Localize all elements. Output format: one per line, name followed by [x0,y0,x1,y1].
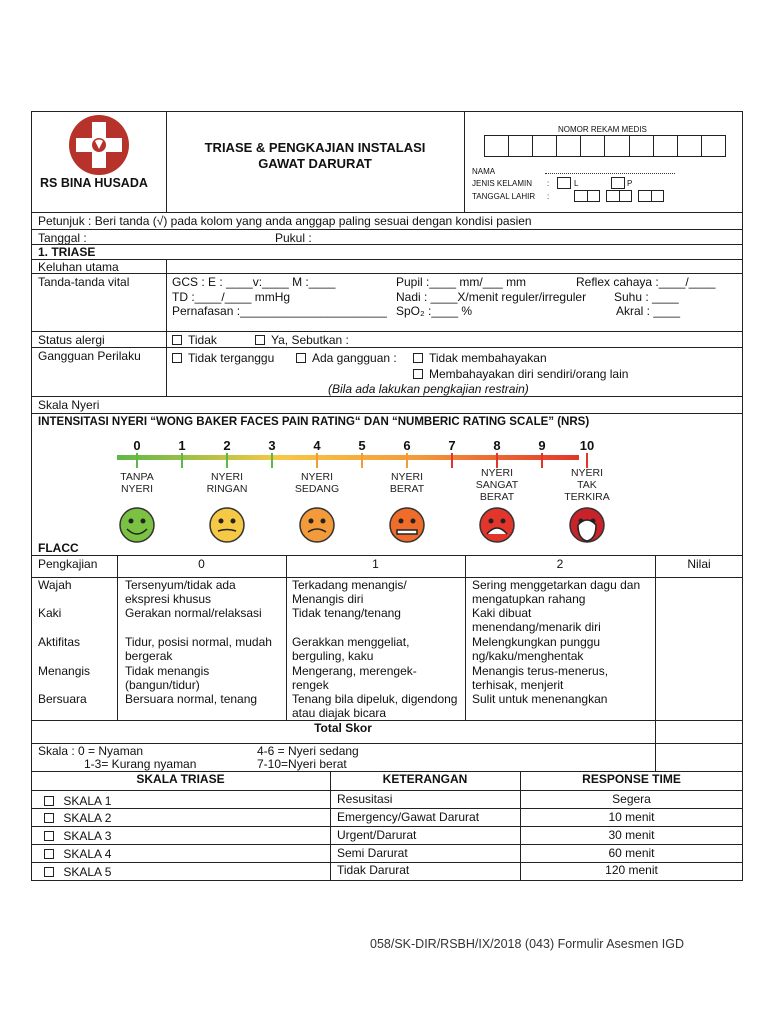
flacc-cell: Menangis terus-menerus, terhisak, menjerit [472,664,609,692]
rule [31,555,743,556]
nrs-face [476,467,519,542]
triase-ket-5: Tidak Darurat [337,863,410,877]
nrs-number: 8 [493,438,501,453]
skala-legend-2: 1-3= Kurang nyaman [84,757,197,771]
keluhan-label: Keluhan utama [38,260,119,274]
triase-skala-2[interactable] [44,811,111,825]
flacc-cell: Tidak tenang/tenang [292,606,401,620]
form-title-line1: TRIASE & PENGKAJIAN INSTALASI [204,140,426,155]
flacc-header-pengkajian: Pengkajian [38,557,98,571]
nrs-face-label: RINGAN [206,483,248,495]
alergi-label: Status alergi [38,333,105,347]
nrs-face [207,471,248,542]
triase-ket-3: Urgent/Darurat [337,828,417,842]
perilaku-opt-ada[interactable] [296,351,397,365]
triase-skala-3-label: SKALA 3 [63,829,112,843]
triase-time-2: 10 menit [608,810,655,824]
tgl-lahir-colon: : [547,192,550,201]
nrs-scale [105,436,630,552]
checkbox-icon[interactable] [44,849,54,859]
nrs-face [295,471,339,542]
jk-l-label: L [574,179,579,188]
nrs-face-label: NYERI [570,467,604,479]
flacc-col [117,555,118,720]
checkbox-icon[interactable] [296,353,306,363]
nrs-number: 10 [579,438,595,453]
rule [31,212,743,213]
triase-ket-1: Resusitasi [337,792,393,806]
flacc-header-nilai: Nilai [687,557,711,571]
flacc-header-0: 0 [198,557,205,571]
triase-skala-2-label: SKALA 2 [63,811,112,825]
nrs-number: 7 [448,438,456,453]
alergi-opt-tidak-label: Tidak [188,333,217,347]
flacc-row-name: Menangis [38,664,91,678]
perilaku-opt-bahaya[interactable] [413,367,628,381]
triase-skala-3[interactable] [44,829,111,843]
triase-header-skala: SKALA TRIASE [136,772,225,786]
flacc-row-name: Wajah [38,578,72,592]
perilaku-opt-tidak-label: Tidak terganggu [188,351,275,365]
checkbox-icon[interactable] [172,335,182,345]
checkbox-icon[interactable] [255,335,265,345]
alergi-opt-tidak[interactable] [172,333,217,347]
checkbox-icon[interactable] [44,867,54,877]
nrs-face [564,467,610,542]
perilaku-opt-ada-label: Ada gangguan : [312,351,397,365]
flacc-row-name: Aktifitas [38,635,81,649]
nrs-number: 9 [538,438,546,453]
nama-field[interactable] [545,173,675,174]
jk-p-checkbox[interactable] [611,177,625,189]
skala-legend-3: 4-6 = Nyeri sedang [257,744,359,758]
triase-time-1: Segera [612,792,651,806]
rule [31,844,743,845]
flacc-cell: Tersenyum/tidak ada ekspresi khusus [125,578,236,606]
jk-l-checkbox[interactable] [557,177,571,189]
flacc-cell: Gerakkan menggeliat, berguling, kaku [292,635,410,663]
nrs-face-label: SEDANG [294,483,340,495]
triase-header-response: RESPONSE TIME [582,772,681,786]
flacc-col [465,555,466,720]
checkbox-icon[interactable] [44,796,54,806]
nama-label: NAMA [472,167,496,176]
nrs-number: 0 [133,438,141,453]
section-triase: 1. TRIASE [38,245,96,259]
nrs-number: 4 [313,438,321,453]
flacc-row-name: Bersuara [38,692,87,706]
footer-code: 058/SK-DIR/RSBH/IX/2018 (043) Formulir Asesmen IGD [370,937,685,951]
vital-spo2[interactable]: SpO₂ :____ % [396,304,473,318]
nrs-number: 5 [358,438,366,453]
flacc-row-name: Kaki [38,606,62,620]
nrs-face-label: BERAT [479,491,515,503]
rule [31,826,743,827]
rule [31,413,743,414]
rule [31,790,743,791]
rule [31,347,743,348]
triase-skala-5-label: SKALA 5 [63,865,112,879]
tgl-lahir-boxes[interactable] [574,190,664,202]
checkbox-icon[interactable] [44,831,54,841]
flacc-cell: Sulit untuk menenangkan [472,692,608,706]
form-title-line2: GAWAT DARURAT [258,156,372,171]
perilaku-opt-tidak-bahaya[interactable] [413,351,547,365]
vital-td[interactable]: TD :____/____ mmHg [172,290,291,304]
flacc-cell: Tidur, posisi normal, mudah bergerak [125,635,272,663]
flacc-cell: Terkadang menangis/ Menangis diri [292,578,407,606]
triase-ket-4: Semi Darurat [337,846,408,860]
nrs-face-label: BERAT [389,483,425,495]
triase-skala-5[interactable] [44,865,111,879]
vital-label: Tanda-tanda vital [38,275,130,289]
header-divider-2 [464,111,465,212]
triase-skala-1[interactable] [44,794,111,808]
nrs-face-label: TAK [577,479,597,491]
nrs-face [120,471,154,542]
triase-time-5: 120 menit [605,863,658,877]
triase-time-3: 30 menit [608,828,655,842]
triase-ket-2: Emergency/Gawat Darurat [337,810,480,824]
vital-akral[interactable]: Akral : ____ [616,304,681,318]
hospital-name: RS BINA HUSADA [40,176,148,190]
nrs-face-label: NYERI [480,467,514,479]
rule [31,331,743,332]
checkbox-icon[interactable] [172,353,182,363]
vital-gcs[interactable]: GCS : E : ____v:____ M :____ [172,275,336,289]
triase-col [330,771,331,881]
triase-skala-1-label: SKALA 1 [63,794,112,808]
rm-label: NOMOR REKAM MEDIS [558,125,647,134]
checkbox-icon[interactable] [44,813,54,823]
alergi-opt-ya[interactable] [255,333,349,347]
jk-label: JENIS KELAMIN [472,179,533,188]
nrs-face-label: NYERI [120,483,154,495]
alergi-opt-ya-label: Ya, Sebutkan : [271,333,349,347]
tgl-lahir-label: TANGGAL LAHIR [472,192,536,201]
rule [31,396,743,397]
perilaku-opt-bahaya-label: Membahayakan diri sendiri/orang lain [429,367,629,381]
jk-colon: : [547,179,550,188]
flacc-cell: Tidak menangis (bangun/tidur) [125,664,210,692]
intensitas-title: INTENSITASI NYERI “WONG BAKER FACES PAIN RATING“ DAN “NUMBERIC RATING SCALE” (NRS) [38,416,590,428]
flacc-cell: Mengerang, merengek-rengek [292,664,417,692]
tanggal-label: Tanggal : [38,231,87,245]
rule [31,259,743,260]
skala-legend-1: Skala : 0 = Nyaman [38,744,144,758]
flacc-cell: Gerakan normal/relaksasi [125,606,262,620]
nrs-number: 6 [403,438,411,453]
triase-header-keterangan: KETERANGAN [382,772,468,786]
flacc-total-label: Total Skor [314,721,372,735]
vital-nadi[interactable]: Nadi : ____X/menit reguler/irreguler [396,290,587,304]
skala-nyeri-label: Skala Nyeri [38,398,100,412]
flacc-col [655,555,656,771]
flacc-header-2: 2 [556,557,564,571]
rule [31,808,743,809]
vital-pernafasan[interactable]: Pernafasan :______________________ [172,304,387,318]
nrs-face [390,471,425,542]
vital-reflex[interactable]: Reflex cahaya :____/____ [576,275,716,289]
flacc-cell: Kaki dibuat menendang/menarik diri [472,606,601,634]
flacc-title: FLACC [38,541,79,555]
nrs-number: 1 [178,438,186,453]
checkbox-icon[interactable] [413,369,423,379]
triase-time-4: 60 menit [608,846,655,860]
petunjuk-text: Petunjuk : Beri tanda (√) pada kolom yang anda anggap paling sesuai dengan kondisi pasien [38,214,532,228]
flacc-cell: Melengkungkan punggung/kaku/menghentak [472,635,601,663]
nrs-face-label: NYERI [390,471,424,483]
flacc-cell: Sering menggetarkan dagu dan mengatupkan rahang [472,578,641,606]
header-divider-1 [166,111,167,212]
rule [31,244,743,245]
flacc-header-1: 1 [372,557,379,571]
nrs-face-label: NYERI [210,471,244,483]
nrs-face-label: SANGAT [475,479,519,491]
jk-p-label: P [627,179,633,188]
rule [31,273,743,274]
triase-skala-4[interactable] [44,847,111,861]
label-col-divider [166,259,167,396]
nrs-face-label: TERKIRA [564,491,610,503]
flacc-cell: Tenang bila dipeluk, digendong atau diajak bicara [292,692,458,720]
rule [31,229,743,230]
perilaku-note: (Bila ada lakukan pengkajian restrain) [328,382,529,396]
vital-pupil[interactable]: Pupil :____ mm/___ mm [396,275,527,289]
nrs-number: 2 [223,438,231,453]
nrs-face-label: NYERI [300,471,334,483]
skala-legend-4: 7-10=Nyeri berat [257,757,347,771]
perilaku-opt-tidak-bahaya-label: Tidak membahayakan [429,351,547,365]
flacc-col [286,555,287,720]
checkbox-icon[interactable] [413,353,423,363]
perilaku-label: Gangguan Perilaku [38,349,141,363]
nrs-number: 3 [268,438,276,453]
pukul-label: Pukul : [275,231,312,245]
perilaku-opt-tidak[interactable] [172,351,274,365]
nrs-face-label: TANPA [120,471,154,483]
rm-number-boxes[interactable] [484,135,726,157]
vital-suhu[interactable]: Suhu : ____ [614,290,679,304]
triase-skala-4-label: SKALA 4 [63,847,112,861]
hospital-logo [68,114,130,176]
flacc-cell: Bersuara normal, tenang [125,692,258,706]
